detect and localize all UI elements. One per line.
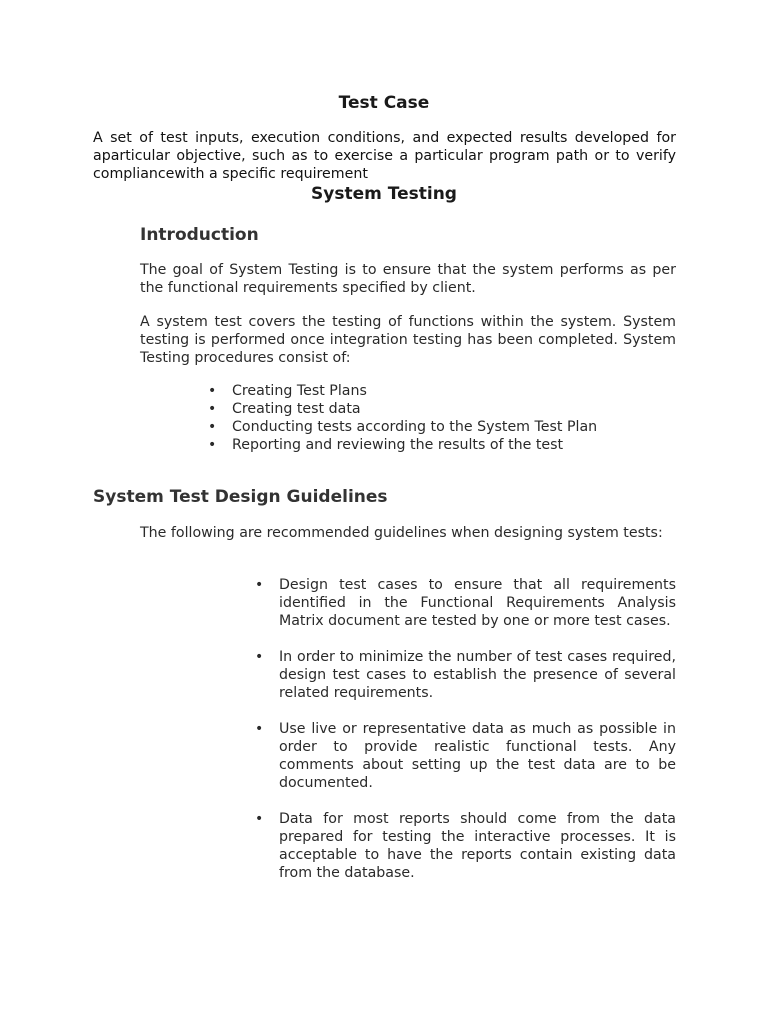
introduction-heading: Introduction (140, 225, 259, 245)
introduction-paragraph-2: A system test covers the testing of functions within the system. System testing is performed once integration testing has been completed. System Testing procedures consist of: (140, 314, 676, 366)
list-item: • Data for most reports should come from the data prepared for testing the interactive processes. It is acceptable to have the reports contain existing data from the database. (255, 810, 676, 882)
section-title: System Testing (311, 184, 457, 204)
list-item: • In order to minimize the number of test cases required, design test cases to establish the presence of several related requirements. (255, 648, 676, 702)
list-item: • Design test cases to ensure that all requirements identified in the Functional Requirements Analysis Matrix document are tested by one or more test cases. (255, 576, 676, 630)
guidelines-list (255, 576, 676, 900)
test-case-definition: A set of test inputs, execution conditions, and expected results developed for aparticular objective, such as to exercise a particular program path or to verify compliancewith a specific requirement (93, 130, 676, 182)
list-item: • Creating Test Plans (208, 382, 668, 400)
list-item: • Reporting and reviewing the results of the test (208, 436, 668, 454)
list-item: • Conducting tests according to the System Test Plan (208, 418, 668, 436)
page-title: Test Case (338, 93, 430, 113)
introduction-paragraph-1: The goal of System Testing is to ensure that the system performs as per the functional requirements specified by client. (140, 262, 676, 296)
guidelines-intro: The following are recommended guidelines when designing system tests: (140, 525, 663, 541)
list-item: • Creating test data (208, 400, 668, 418)
guidelines-heading: System Test Design Guidelines (93, 487, 388, 507)
list-item: • Use live or representative data as much as possible in order to provide realistic functional tests. Any comments about setting up the test data are to be documented. (255, 720, 676, 792)
procedures-list (208, 382, 668, 454)
